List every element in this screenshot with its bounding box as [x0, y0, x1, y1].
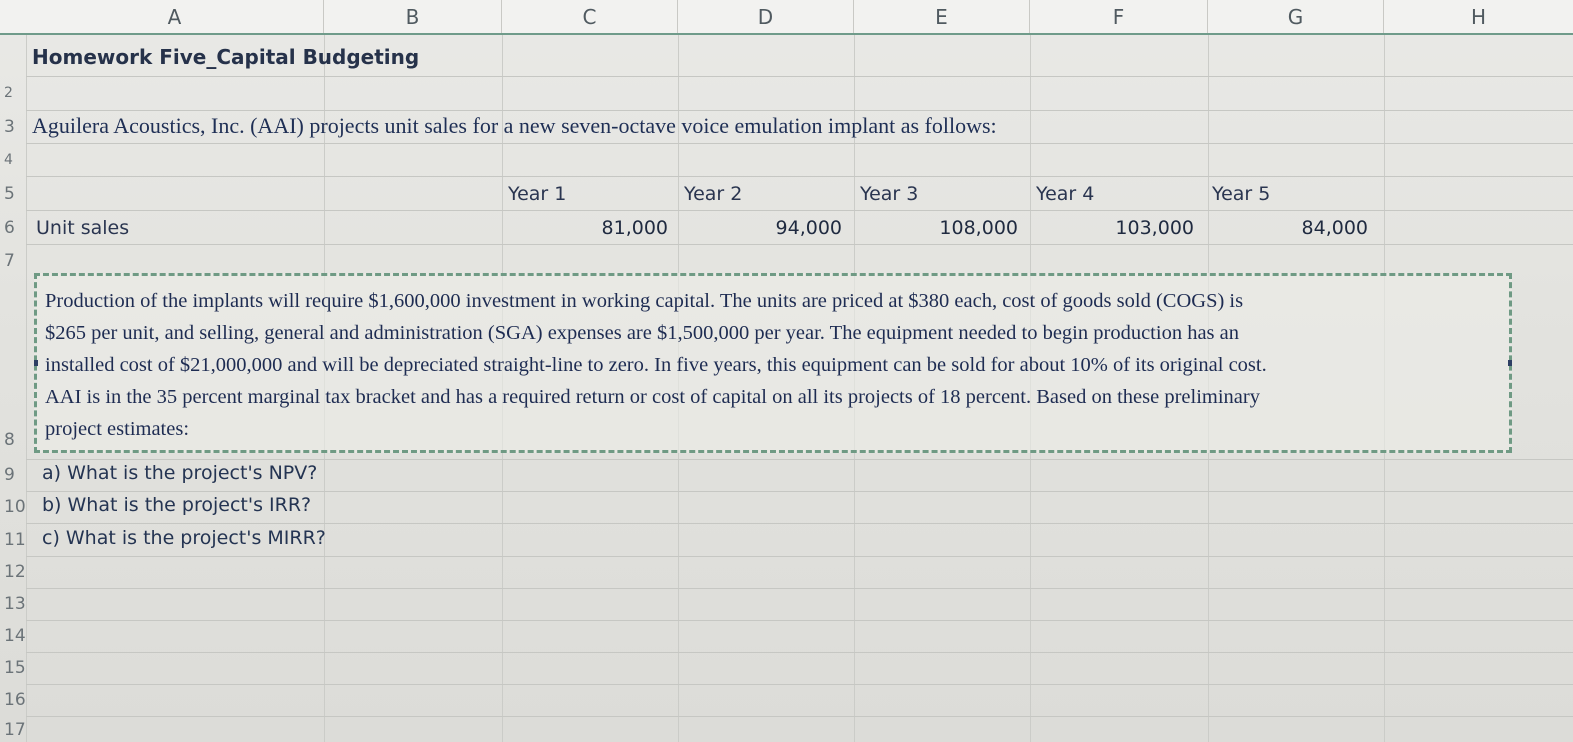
grid-line [26, 716, 1573, 717]
grid-line [26, 588, 1573, 589]
grid-line [26, 35, 27, 742]
row-header-12[interactable]: 12 [4, 562, 26, 582]
grid-line [26, 210, 1573, 211]
grid-line [26, 244, 1573, 245]
row-header-7[interactable]: 7 [4, 251, 15, 271]
grid-line [26, 143, 1573, 144]
question-mirr[interactable]: c) What is the project's MIRR? [42, 527, 326, 549]
question-npv[interactable]: a) What is the project's NPV? [42, 462, 318, 484]
grid-line [26, 556, 1573, 557]
grid-line [26, 652, 1573, 653]
row-header-2[interactable]: 2 [4, 85, 13, 101]
year-header-2[interactable]: Year 2 [684, 183, 743, 205]
problem-text-box[interactable] [34, 273, 1512, 453]
unit-sales-year-2[interactable]: 94,000 [775, 217, 842, 239]
grid-line [26, 491, 1573, 492]
column-header-d[interactable]: D [678, 0, 854, 33]
sheet-title[interactable]: Homework Five_Capital Budgeting [32, 45, 420, 69]
row-header-6[interactable]: 6 [4, 218, 15, 238]
intro-text[interactable]: Aguilera Acoustics, Inc. (AAI) projects unit sales for a new seven-octave voice emulation implant as follows: [32, 113, 997, 138]
year-header-5[interactable]: Year 5 [1212, 183, 1271, 205]
question-irr[interactable]: b) What is the project's IRR? [42, 494, 312, 516]
grid-line [26, 620, 1573, 621]
problem-text [45, 285, 1495, 445]
problem-text-line: Production of the implants will require $1,600,000 investment in working capital. The units are priced at $380 each, cost of goods sold (COGS) is [45, 290, 1244, 312]
row-header-4[interactable]: 4 [4, 152, 13, 168]
resize-handle[interactable] [34, 360, 38, 366]
column-header-c[interactable]: C [502, 0, 678, 33]
column-header-e[interactable]: E [854, 0, 1030, 33]
column-header-b[interactable]: B [324, 0, 502, 33]
row-header-11[interactable]: 11 [4, 530, 26, 550]
column-header-h[interactable]: H [1470, 4, 1487, 29]
row-header-8[interactable]: 8 [4, 430, 15, 450]
column-header-g[interactable]: G [1208, 0, 1384, 33]
year-header-4[interactable]: Year 4 [1036, 183, 1095, 205]
row-header-3[interactable]: 3 [4, 117, 15, 137]
row-header-17[interactable]: 17 [4, 720, 26, 740]
row-header-9[interactable]: 9 [4, 465, 15, 485]
problem-text-line: $265 per unit, and selling, general and administration (SGA) expenses are $1,500,000 per year. The equipment needed to begin production has an [45, 322, 1239, 344]
grid-line [26, 459, 1573, 460]
year-header-1[interactable]: Year 1 [508, 183, 567, 205]
unit-sales-year-1[interactable]: 81,000 [601, 217, 668, 239]
grid-line [26, 110, 1573, 111]
unit-sales-year-4[interactable]: 103,000 [1115, 217, 1194, 239]
problem-text-line: project estimates: [45, 418, 190, 440]
row-header-5[interactable]: 5 [4, 184, 15, 204]
resize-handle[interactable] [1508, 360, 1512, 366]
row-header-10[interactable]: 10 [4, 497, 26, 517]
row-header-16[interactable]: 16 [4, 690, 26, 710]
unit-sales-year-5[interactable]: 84,000 [1301, 217, 1368, 239]
column-header-f[interactable]: F [1030, 0, 1208, 33]
year-header-3[interactable]: Year 3 [860, 183, 919, 205]
grid-line [26, 76, 1573, 77]
unit-sales-label[interactable]: Unit sales [36, 217, 130, 239]
column-header-row [0, 0, 1573, 35]
column-header-a[interactable]: A [26, 0, 324, 33]
grid-line [26, 684, 1573, 685]
grid-line [26, 523, 1573, 524]
row-header-13[interactable]: 13 [4, 594, 26, 614]
problem-text-line: installed cost of $21,000,000 and will be depreciated straight-line to zero. In five years, this equipment can be sold for about 10% of its original cost. [45, 354, 1267, 376]
row-header-15[interactable]: 15 [4, 658, 26, 678]
unit-sales-year-3[interactable]: 108,000 [939, 217, 1018, 239]
problem-text-line: AAI is in the 35 percent marginal tax bracket and has a required return or cost of capital on all its projects of 18 percent. Based on these preliminary [45, 386, 1260, 408]
grid-line [26, 176, 1573, 177]
row-header-14[interactable]: 14 [4, 626, 26, 646]
